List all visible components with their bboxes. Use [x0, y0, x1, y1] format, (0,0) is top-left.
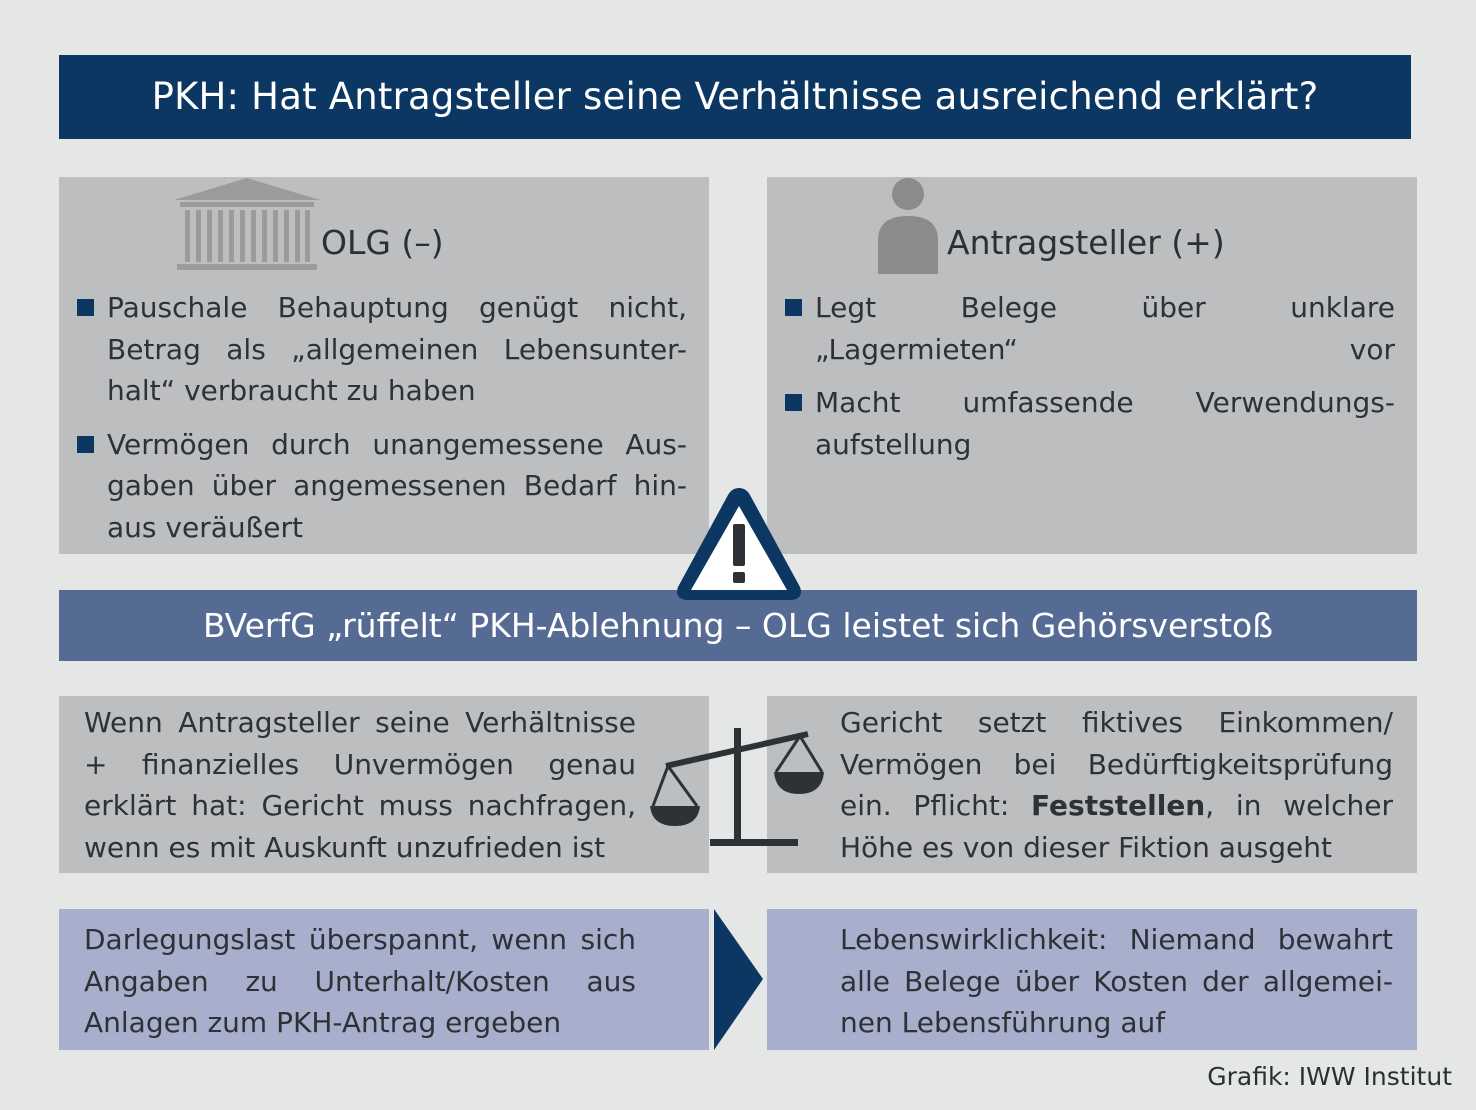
credit-line: Grafik: IWW Institut — [1207, 1062, 1452, 1091]
list-item — [767, 382, 1395, 465]
ruling-text: BVerfG „rüffelt“ PKH-Ablehnung – OLG leistet sich Gehörsverstoß — [202, 606, 1274, 645]
fictive-text-end: , in welcher Höhe es von dieser Fiktion ausgeht — [840, 789, 1393, 864]
applicant-point-first-line: Legt Belege über unklare — [815, 291, 1395, 324]
bullet-square-icon — [785, 394, 802, 411]
court-duty-text: Wenn Antragsteller seine Verhältnisse + finanzielles Unvermögen genau erklärt hat: Gericht muss nachfragen, wenn es mit Auskunft unzufrieden ist — [84, 706, 636, 864]
applicant-point-first-line: Macht umfassende Verwendungs- — [815, 386, 1395, 419]
reality-text: Lebenswirklichkeit: Niemand bewahrt alle Belege über Kosten der allgemei-nen Lebensführung auf — [840, 923, 1393, 1039]
applicant-point-last-line: „Lagermieten“ vor — [815, 332, 1395, 366]
olg-points — [59, 287, 687, 560]
applicant-points — [767, 287, 1395, 477]
olg-panel — [59, 177, 709, 554]
fictive-income-box — [767, 696, 1417, 873]
olg-point-text: Pauschale Behauptung genügt nicht, Betrag als „allgemeinen Lebensunter-halt“ verbraucht zu haben — [107, 291, 687, 407]
applicant-point-last-line: aufstellung — [815, 427, 972, 461]
arrow-right-icon — [713, 909, 765, 1050]
bullet-square-icon — [77, 436, 94, 453]
bullet-square-icon — [77, 299, 94, 316]
olg-heading: OLG (–) — [321, 223, 444, 262]
person-icon — [876, 178, 940, 274]
court-duty-box — [59, 696, 709, 873]
reality-box — [767, 909, 1417, 1050]
olg-point-text: Vermögen durch unangemessene Aus-gaben über angemessenen Bedarf hin-aus veräußert — [107, 427, 687, 544]
warning-icon — [674, 484, 804, 604]
list-item — [59, 424, 687, 549]
title-banner — [59, 55, 1411, 139]
bullet-square-icon — [785, 299, 802, 316]
fictive-income-text — [840, 702, 1393, 868]
applicant-panel — [767, 177, 1417, 554]
courthouse-icon — [172, 178, 322, 274]
fictive-emphasis: Feststellen — [1031, 789, 1206, 822]
page-title: PKH: Hat Antragsteller seine Verhältnisse ausreichend erklärt? — [151, 75, 1319, 118]
burden-text: Darlegungslast überspannt, wenn sich Angaben zu Unterhalt/Kosten aus Anlagen zum PKH-Antrag ergeben — [84, 923, 636, 1039]
burden-box — [59, 909, 709, 1050]
scales-icon — [650, 726, 825, 852]
applicant-heading: Antragsteller (+) — [947, 223, 1225, 262]
list-item — [59, 287, 687, 412]
list-item — [767, 287, 1395, 370]
fictive-text-start: Gericht setzt fiktives Einkommen/ Vermögen bei Bedürftigkeitsprüfung ein. Pflicht: — [840, 706, 1393, 822]
